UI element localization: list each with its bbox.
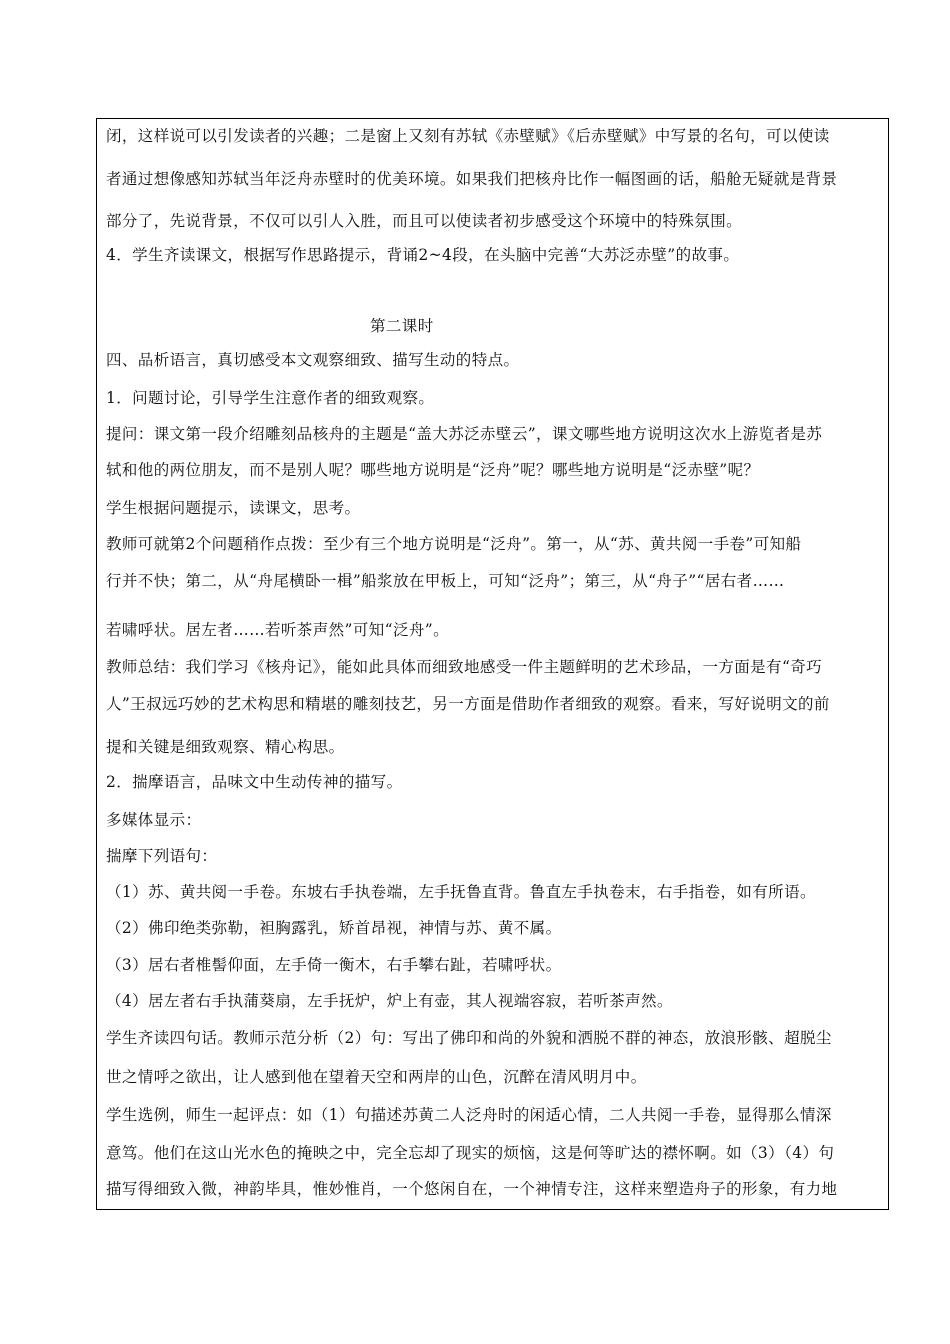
section-heading: 第二课时 <box>370 317 434 335</box>
list-item: （3）居右者椎髻仰面，左手倚一衡木，右手攀右趾，若啸呼状。 <box>106 956 562 974</box>
text-line: 若啸呼状。居左者……若听茶声然”可知“泛舟”。 <box>106 621 449 639</box>
list-item: （1）苏、黄共阅一手卷。东坡右手执卷端，左手抚鲁直背。鲁直左手执卷末，右手指卷，如有所语。 <box>106 883 816 901</box>
text-line: 四、品析语言，真切感受本文观察细致、描写生动的特点。 <box>106 351 520 369</box>
text-line: 人”王叔远巧妙的艺术构思和精堪的雕刻技艺，另一方面是借助作者细致的观察。看来，写好说明文的前 <box>106 695 830 713</box>
text-line: 行并不快；第二，从“舟尾横卧一楫”船浆放在甲板上，可知“泛舟”；第三，从“舟子”“居右者…… <box>106 572 785 590</box>
text-line: 多媒体显示： <box>106 811 202 829</box>
text-line: 提和关键是细致观察、精心构思。 <box>106 738 345 756</box>
text-line: 意笃。他们在这山光水色的掩映之中，完全忘却了现实的烦恼，这是何等旷达的襟怀啊。如（3）（4）句 <box>106 1144 835 1162</box>
text-line: 教师总结：我们学习《核舟记》，能如此具体而细致地感受一件主题鲜明的艺术珍品，一方面是有“奇巧 <box>106 658 823 676</box>
list-item: （2）佛印绝类弥勒，袒胸露乳，矫首昂视，神情与苏、黄不属。 <box>106 919 562 937</box>
text-line: 提问：课文第一段介绍雕刻品核舟的主题是“盖大苏泛赤壁云”，课文哪些地方说明这次水上游览者是苏 <box>106 425 823 443</box>
text-line: 学生根据问题提示，读课文，思考。 <box>106 499 361 517</box>
list-item: （4）居左者右手执蒲葵扇，左手抚炉，炉上有壶，其人视端容寂，若听茶声然。 <box>106 992 673 1010</box>
text-line: 学生齐读四句话。教师示范分析（2）句：写出了佛印和尚的外貌和洒脱不群的神态，放浪形骸、超脱尘 <box>106 1029 832 1047</box>
text-line: 1．问题讨论，引导学生注意作者的细致观察。 <box>106 389 435 407</box>
text-line: 世之情呼之欲出，让人感到他在望着天空和两岸的山色，沉醉在清风明月中。 <box>106 1068 647 1086</box>
text-line: 描写得细致入微，神韵毕具，惟妙惟肖，一个悠闲自在，一个神情专注，这样来塑造舟子的形象，有力地 <box>106 1180 838 1198</box>
text-line: 揣摩下列语句： <box>106 847 218 865</box>
text-line: 4．学生齐读课文，根据写作思路提示，背诵2~4段，在头脑中完善“大苏泛赤壁”的故事。 <box>106 246 740 264</box>
text-line: 闭，这样说可以引发读者的兴趣；二是窗上又刻有苏轼《赤壁赋》《后赤壁赋》中写景的名句，可以使读 <box>106 127 830 145</box>
text-line: 2．揣摩语言，品味文中生动传神的描写。 <box>106 773 403 791</box>
text-line: 轼和他的两位朋友，而不是别人呢？哪些地方说明是“泛舟”呢？哪些地方说明是“泛赤壁”呢？ <box>106 461 760 479</box>
text-line: 者通过想像感知苏轼当年泛舟赤壁时的优美环境。如果我们把核舟比作一幅图画的话，船舱无疑就是背景 <box>106 170 838 188</box>
text-line: 教师可就第2个问题稍作点拨：至少有三个地方说明是“泛舟”。第一，从“苏、黄共阅一手卷”可知船 <box>106 535 802 553</box>
text-line: 部分了，先说背景，不仅可以引人入胜，而且可以使读者初步感受这个环境中的特殊氛围。 <box>106 212 743 230</box>
text-line: 学生选例，师生一起评点：如（1）句描述苏黄二人泛舟时的闲适心情，二人共阅一手卷，显得那么情深 <box>106 1106 832 1124</box>
